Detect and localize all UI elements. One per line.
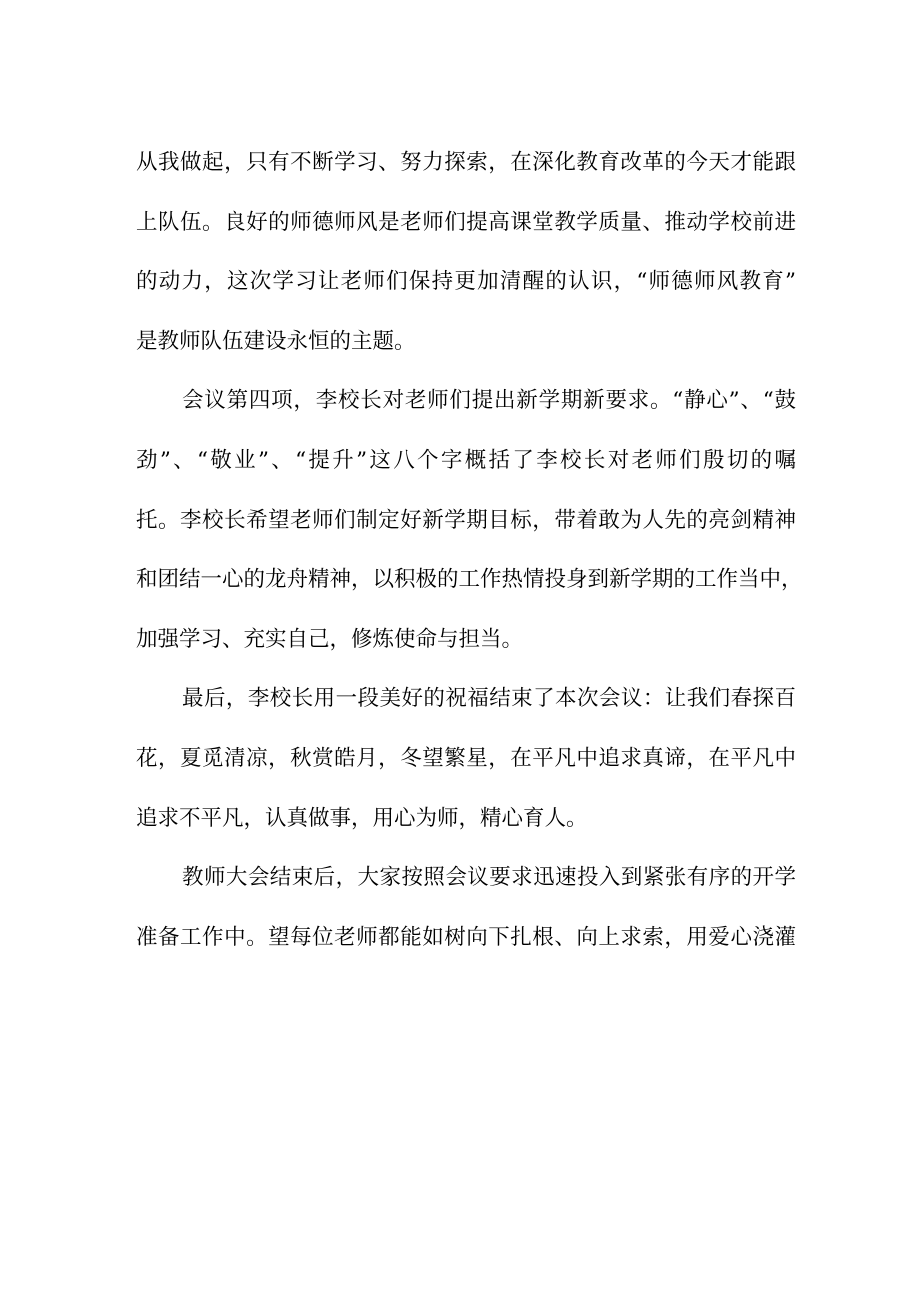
text-line: 托。李校长希望老师们制定好新学期目标，带着敢为人先的亮剑精神 — [136, 507, 796, 533]
text-line: 上队伍。良好的师德师风是老师们提高课堂教学质量、推动学校前进 — [136, 209, 796, 235]
text-line: 的动力，这次学习让老师们保持更加清醒的认识，“师德师风教育” — [136, 269, 796, 295]
paragraph-2 — [136, 375, 803, 673]
text-line: 从我做起，只有不断学习、努力探索，在深化教育改革的今天才能跟 — [136, 150, 796, 175]
text-line: 是教师队伍建设永恒的主题。 — [136, 328, 416, 354]
text-line: 加强学习、充实自己，修炼使命与担当。 — [136, 626, 524, 652]
text-line: 教师大会结束后，大家按照会议要求迅速投入到紧张有序的开学 — [182, 865, 796, 891]
text-line: 最后，李校长用一段美好的祝福结束了本次会议：让我们春探百 — [182, 686, 796, 712]
paragraph-3 — [136, 673, 796, 852]
text-line: 会议第四项，李校长对老师们提出新学期新要求。“静心”、“鼓 — [182, 388, 796, 414]
text-line: 劲”、“敬业”、“提升”这八个字概括了李校长对老师们殷切的嘱 — [136, 447, 796, 473]
text-line: 花，夏觅清凉，秋赏皓月，冬望繁星，在平凡中追求真谛，在平凡中 — [136, 745, 796, 771]
text-line: 准备工作中。望每位老师都能如树向下扎根、向上求索，用爱心浇灌 — [136, 924, 796, 950]
paragraph-1 — [136, 137, 796, 375]
document-body — [136, 137, 803, 971]
text-line: 追求不平凡，认真做事，用心为师，精心育人。 — [136, 805, 588, 831]
paragraph-4 — [136, 852, 796, 971]
text-line: 和团结一心的龙舟精神，以积极的工作热情投身到新学期的工作当中， — [136, 567, 803, 593]
